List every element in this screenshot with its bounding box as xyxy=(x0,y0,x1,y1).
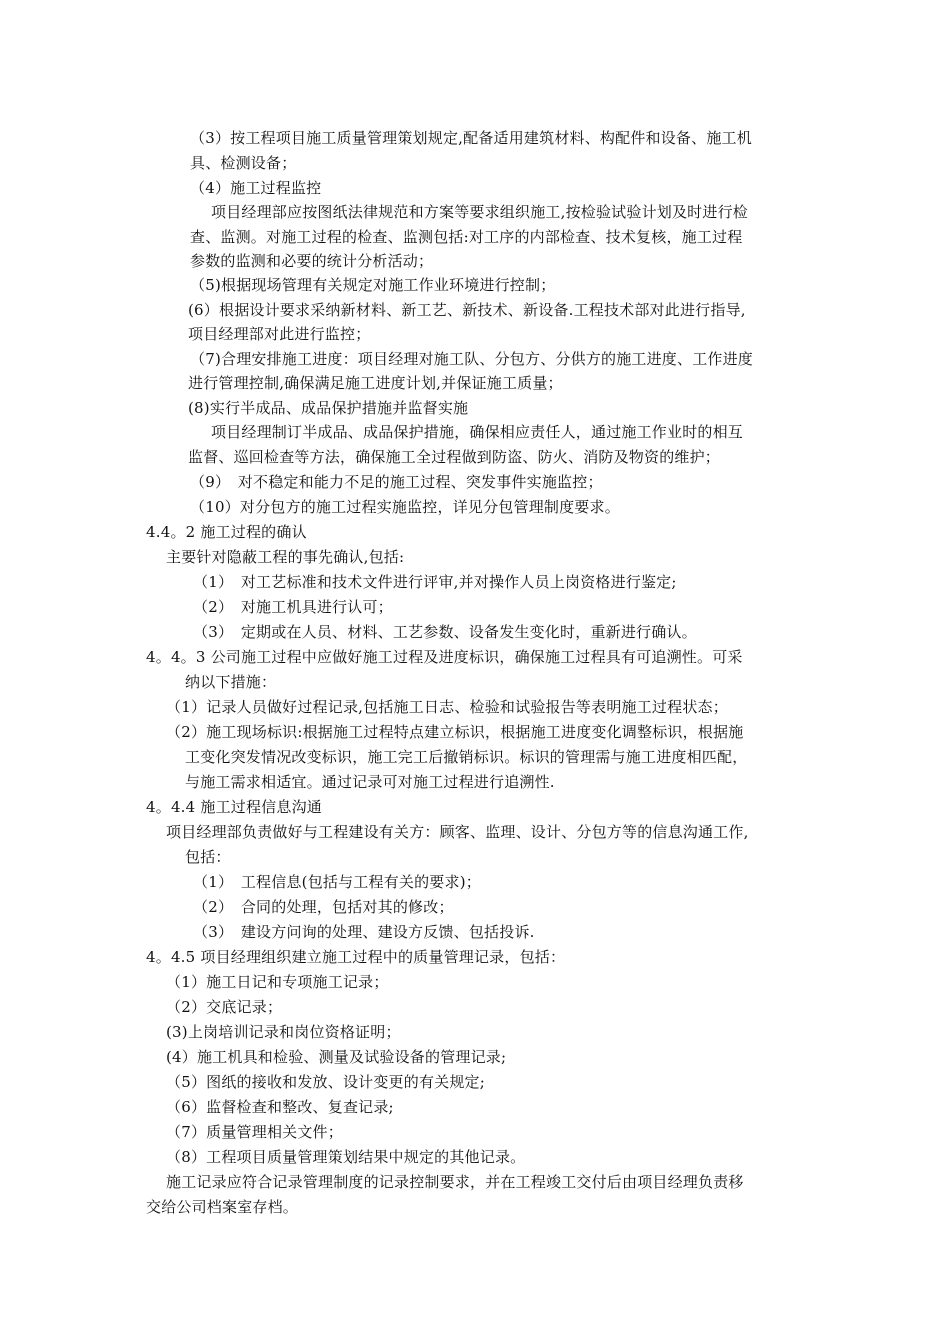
text-line: （1） 对工艺标准和技术文件进行评审,并对操作人员上岗资格进行鉴定; xyxy=(193,573,677,591)
text-line: 工变化突发情况改变标识，施工完工后撤销标识。标识的管理需与施工进度相匹配， xyxy=(185,748,748,766)
text-line: （2）施工现场标识:根据施工过程特点建立标识，根据施工进度变化调整标识，根据施 xyxy=(166,723,744,741)
text-line: 包括： xyxy=(185,848,231,866)
text-line: 交给公司档案室存档。 xyxy=(146,1198,299,1216)
text-line: 施工记录应符合记录管理制度的记录控制要求，并在工程竣工交付后由项目经理负责移 xyxy=(166,1173,744,1191)
text-line: 监督、巡回检查等方法，确保施工全过程做到防盗、防火、消防及物资的维护； xyxy=(188,448,721,466)
text-line: 进行管理控制,确保满足施工进度计划,并保证施工质量； xyxy=(188,374,563,392)
section-heading: 4。4。3 公司施工过程中应做好施工过程及进度标识，确保施工过程具有可追溯性。可采 xyxy=(146,648,743,666)
text-line: （2） 合同的处理，包括对其的修改； xyxy=(193,898,454,916)
text-line: 参数的监测和必要的统计分析活动； xyxy=(190,252,434,270)
text-line: （2） 对施工机具进行认可； xyxy=(193,598,393,616)
text-line: 纳以下措施： xyxy=(185,673,277,691)
text-line: 项目经理部负责做好与工程建设有关方：顾客、监理、设计、分包方等的信息沟通工作, xyxy=(166,823,749,841)
text-line: （8）工程项目质量管理策划结果中规定的其他记录。 xyxy=(166,1148,526,1166)
text-line: （3） 建设方问询的处理、建设方反馈、包括投诉. xyxy=(193,923,535,941)
text-line: （5)根据现场管理有关规定对施工作业环境进行控制； xyxy=(190,276,556,294)
text-line: 项目经理部应按图纸法律规范和方案等要求组织施工,按检验试验计划及时进行检 xyxy=(211,203,748,221)
text-line: (3)上岗培训记录和岗位资格证明； xyxy=(166,1023,401,1041)
text-line: 项目经理制订半成品、成品保护措施，确保相应责任人，通过施工作业时的相互 xyxy=(211,423,744,441)
section-heading: 4。4.4 施工过程信息沟通 xyxy=(146,798,322,816)
text-line: 项目经理部对此进行监控； xyxy=(188,325,371,343)
section-heading: 4。4.5 项目经理组织建立施工过程中的质量管理记录，包括： xyxy=(146,948,566,966)
text-line: （1）施工日记和专项施工记录； xyxy=(166,973,389,991)
text-line: 主要针对隐蔽工程的事先确认,包括: xyxy=(166,548,405,566)
text-line: 查、监测。对施工过程的检查、监测包括:对工序的内部检查、技术复核，施工过程 xyxy=(190,228,743,246)
text-line: (8)实行半成品、成品保护措施并监督实施 xyxy=(188,399,469,417)
text-line: （3）按工程项目施工质量管理策划规定,配备适用建筑材料、构配件和设备、施工机 xyxy=(190,129,752,147)
text-line: 与施工需求相适宜。通过记录可对施工过程进行追溯性. xyxy=(185,773,555,791)
text-line: （1） 工程信息(包括与工程有关的要求)； xyxy=(193,873,481,891)
text-line: （9） 对不稳定和能力不足的施工过程、突发事件实施监控； xyxy=(190,473,603,491)
text-line: （6）监督检查和整改、复查记录; xyxy=(166,1098,394,1116)
text-line: (4）施工机具和检验、测量及试验设备的管理记录; xyxy=(166,1048,507,1066)
text-line: （7）质量管理相关文件； xyxy=(166,1123,343,1141)
text-line: 具、检测设备； xyxy=(190,154,297,172)
section-heading: 4.4。2 施工过程的确认 xyxy=(146,523,307,541)
text-line: (6）根据设计要求采纳新材料、新工艺、新技术、新设备.工程技术部对此进行指导, xyxy=(188,301,746,319)
text-line: （1）记录人员做好过程记录,包括施工日志、检验和试验报告等表明施工过程状态； xyxy=(166,698,728,716)
text-line: （3） 定期或在人员、材料、工艺参数、设备发生变化时，重新进行确认。 xyxy=(193,623,697,641)
text-line: （4）施工过程监控 xyxy=(190,179,322,197)
text-line: （2）交底记录； xyxy=(166,998,283,1016)
text-line: （7)合理安排施工进度：项目经理对施工队、分包方、分供方的施工进度、工作进度 xyxy=(190,350,753,368)
text-line: （5）图纸的接收和发放、设计变更的有关规定; xyxy=(166,1073,485,1091)
text-line: （10）对分包方的施工过程实施监控，详见分包管理制度要求。 xyxy=(190,498,620,516)
